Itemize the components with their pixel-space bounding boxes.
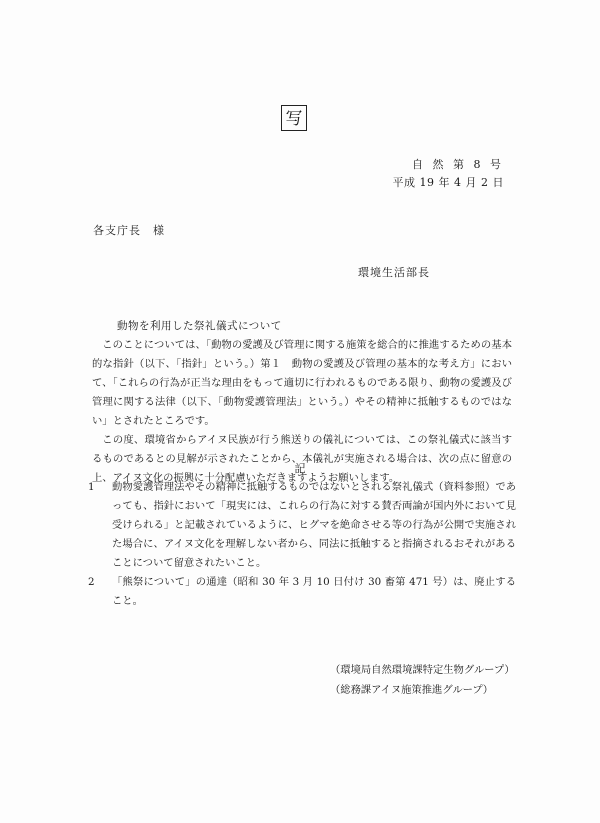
list-item: [88, 478, 516, 573]
ki-heading: 記: [294, 462, 306, 475]
item-number: 1: [88, 481, 95, 493]
body-paragraph: このことについては、「動物の愛護及び管理に関する施策を総合的に推進するための基本的な指針（以下、「指針」という。）第１ 動物の愛護及び管理の基本的な考え方」において、「これらの行為が正当な理由をもって適切に行われるものである限り、動物の愛護及び管理に関する法律（以下、「動物愛護管理法」という。）やその精神に抵触するものではない」とされたところです。: [92, 339, 512, 427]
item-text: 「熊祭について」の通達（昭和 30 年 3 月 10 日付け 30 畜第 471 号）は、廃止すること。: [112, 576, 516, 607]
body-paragraph: この度、環境省からアイヌ民族が行う熊送りの儀礼については、この祭礼儀式に該当するものであるとの見解が示されたことから、本儀礼が実施される場合は、次の点に留意の上、アイヌ文化の振興に十分配慮いただきますようお願いします。: [92, 434, 512, 484]
item-number: 2: [88, 576, 95, 588]
contact-group: （環境局自然環境課特定生物グループ）: [330, 664, 515, 676]
list-item: [88, 573, 516, 611]
document-date: 平成 19 年 4 月 2 日: [392, 176, 504, 189]
items-list: [88, 478, 516, 611]
addressee: 各支庁長 様: [93, 224, 165, 237]
subject-line: 動物を利用した祭礼儀式について: [117, 320, 282, 332]
contact-groups: [330, 660, 515, 700]
item-text: 動物愛護管理法やその精神に抵触するものではないとされる祭礼儀式（資料参照）であっても、指針において「現実には、これらの行為に対する賛否両論が国内外において見受けられる」と記載されているように、ヒグマを絶命させる等の行為が公開で実施された場合に、アイヌ文化を理解しない者から、同法に抵触すると指摘されるおそれがあることについて留意されたいこと。: [112, 481, 516, 569]
sender: 環境生活部長: [358, 266, 430, 279]
document-number: 自 然 第 8 号: [412, 158, 504, 171]
copy-stamp: 写: [281, 105, 307, 131]
contact-group: （総務課アイヌ施策推進グループ）: [330, 684, 494, 696]
